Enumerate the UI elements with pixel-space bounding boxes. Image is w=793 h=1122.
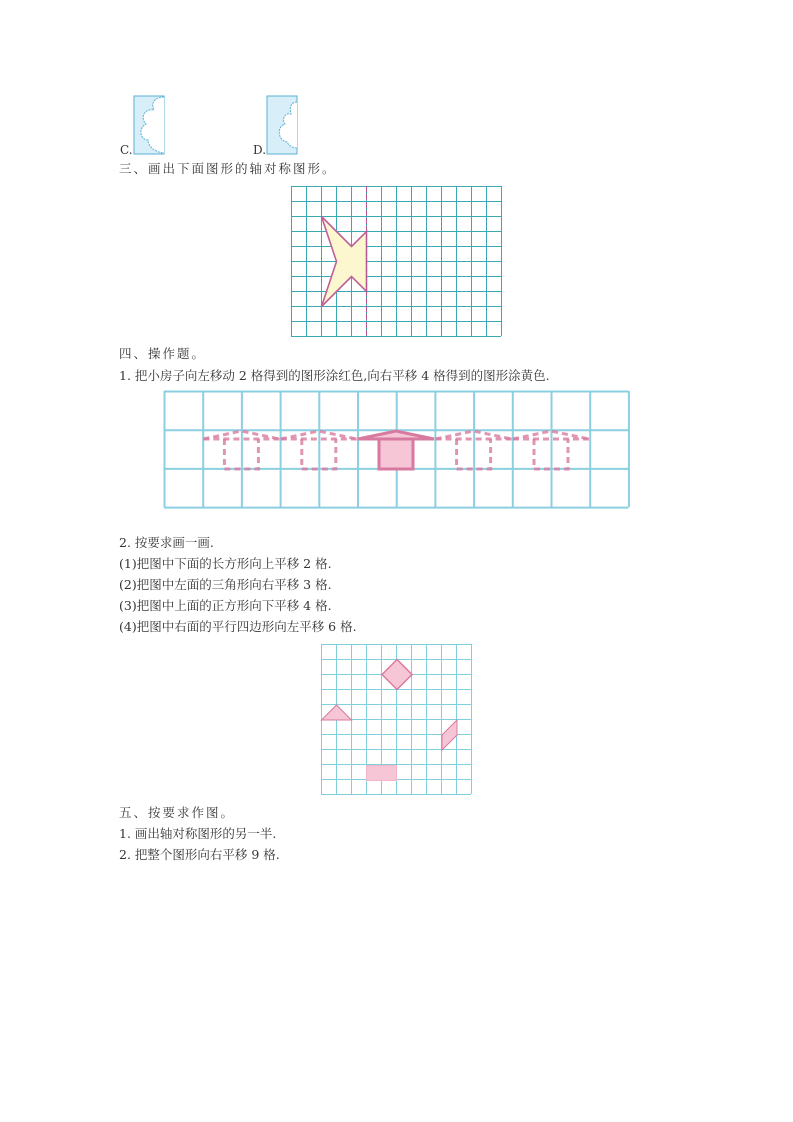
square-shape [382,660,412,690]
rectangle-shape [367,766,397,781]
grid-lines [291,186,502,337]
section5-item-2: 2. 把整个图形向右平移 9 格. [119,847,280,862]
axis-symmetry-grid [291,186,502,337]
section3-heading: 三、画出下面图形的轴对称图形。 [119,161,337,176]
triangle-shape [322,705,352,720]
option-c-label: C. [120,143,133,157]
parallelogram-shape [442,720,457,750]
section5-item-1: 1. 画出轴对称图形的另一半. [119,826,277,841]
solid-house [358,431,434,469]
section4-q1-text: 1. 把小房子向左移动 2 格得到的图形涂红色,向右平移 4 格得到的图形涂黄色. [119,368,550,383]
house-translation-grid [164,391,629,508]
option-d-figure [267,96,299,154]
section4-heading: 四、操作题。 [119,346,207,361]
section5-heading: 五、按要求作图。 [119,805,236,820]
section4-q2-item-2: (2)把图中左面的三角形向右平移 3 格. [119,577,332,592]
option-c-figure [134,96,166,154]
section4-q2-item-4: (4)把图中右面的平行四边形向左平移 6 格. [119,619,357,634]
section4-q2-text: 2. 按要求画一画. [119,535,214,550]
section4-q2-item-1: (1)把图中下面的长方形向上平移 2 格. [119,556,332,571]
shapes-translation-grid [321,644,472,795]
option-d-label: D. [253,143,267,157]
section4-q2-item-3: (3)把图中上面的正方形向下平移 4 格. [119,598,332,613]
